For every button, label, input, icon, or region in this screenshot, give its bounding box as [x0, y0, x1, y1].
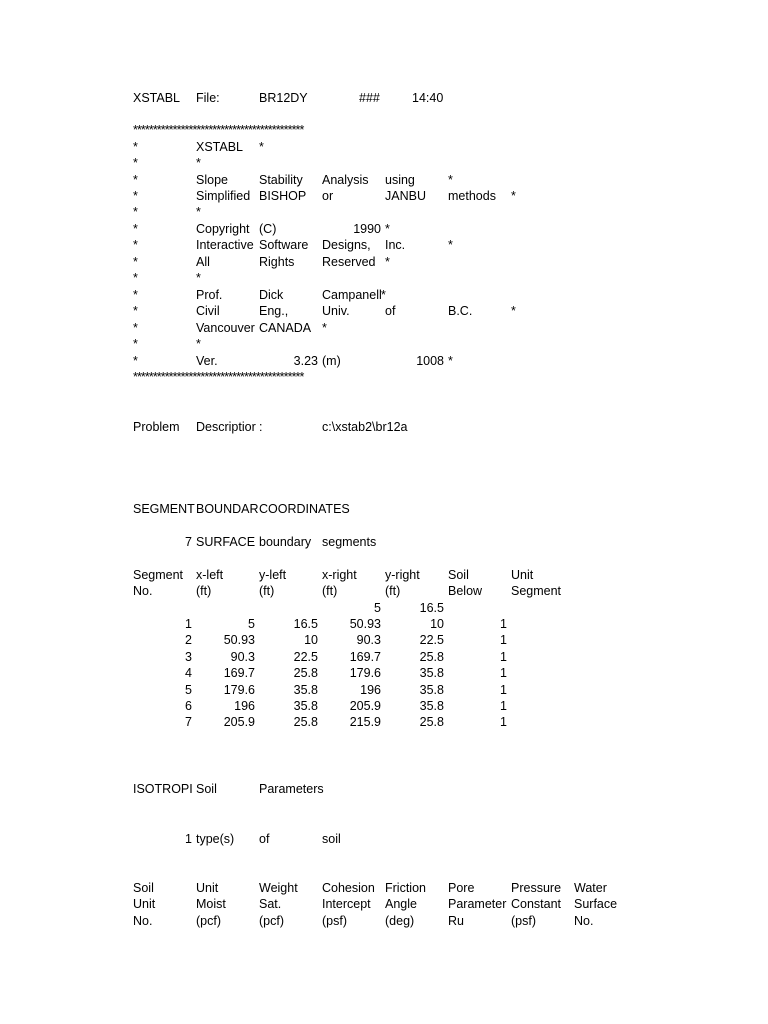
segment-cell: 35.8: [419, 682, 444, 697]
segment-header: No.: [133, 584, 153, 598]
segment-cell: 90.3: [356, 633, 381, 648]
segment-header: Segment: [511, 584, 562, 598]
banner-cell: 1990: [353, 222, 381, 236]
segment-cell: 196: [360, 682, 381, 697]
segment-cell: 205.9: [349, 699, 381, 713]
banner-cell: Univ.: [322, 304, 350, 318]
banner-cell: *: [448, 238, 453, 252]
banner-star: *: [133, 140, 138, 154]
segment-cell: 1: [500, 649, 507, 664]
banner-cell: or: [322, 189, 334, 203]
segments-title-word: SEGMENT: [133, 502, 195, 516]
soil-type-word: soil: [322, 832, 341, 846]
banner-cell: Designs,: [322, 238, 371, 252]
segment-cell: 1: [500, 666, 507, 681]
segment-cell: 25.8: [293, 666, 318, 681]
segment-cell: 35.8: [293, 699, 318, 713]
banner-cell: *: [196, 337, 201, 351]
banner-star: *: [133, 205, 138, 219]
banner-star: *: [133, 288, 138, 302]
banner-cell: CANADA: [259, 321, 312, 335]
banner-cell: Prof.: [196, 288, 223, 302]
banner-cell: Eng.,: [259, 304, 289, 318]
segment-cell: 50.93: [223, 633, 255, 648]
soil-header: Soil: [133, 881, 154, 895]
soil-type-word: of: [259, 832, 270, 846]
banner-cell: Vancouver: [196, 321, 255, 335]
banner-cell: Ver.: [196, 354, 218, 368]
soil-header: Ru: [448, 913, 464, 928]
soil-header: Pore: [448, 881, 475, 895]
banner-cell: Interactive: [196, 238, 254, 252]
surface-word: segments: [322, 535, 377, 549]
banner-cell: (C): [259, 222, 277, 236]
segment-cell: 169.7: [223, 666, 255, 681]
segment-cell: 1: [500, 682, 507, 697]
soil-header: (pcf): [259, 913, 284, 928]
segment-header: y-left: [259, 568, 287, 582]
segment-cell: 25.8: [419, 715, 444, 730]
soil-header: Water: [574, 881, 607, 895]
soil-title-word: ISOTROPI: [133, 782, 193, 796]
soil-header: (psf): [511, 913, 536, 928]
segment-header: (ft): [322, 584, 338, 598]
segment-cell: 22.5: [293, 649, 318, 664]
soil-header: Friction: [385, 881, 426, 895]
soil-header: Pressure: [511, 881, 562, 895]
soil-title-word: Soil: [196, 782, 217, 796]
soil-header: Intercept: [322, 897, 371, 912]
segment-number: 7: [185, 715, 192, 730]
program-name: XSTABL: [133, 91, 181, 105]
segment-stray-value: 5: [374, 601, 381, 615]
banner-cell: *: [322, 321, 327, 335]
banner-cell: *: [381, 288, 386, 302]
banner-border-bottom: *******************************************: [133, 370, 304, 384]
banner-star: *: [133, 156, 138, 170]
soil-header: (psf): [322, 913, 347, 928]
segment-stray-value: 16.5: [419, 601, 444, 615]
segment-cell: 179.6: [349, 666, 381, 681]
banner-cell: *: [448, 173, 453, 187]
banner-cell: using: [385, 173, 415, 187]
banner-cell: Dick: [259, 288, 284, 302]
segment-header: x-right: [322, 568, 357, 582]
soil-header: Angle: [385, 897, 417, 912]
banner-cell: Copyright: [196, 222, 250, 236]
segment-header: Unit: [511, 568, 534, 582]
banner-cell: Analysis: [322, 173, 369, 187]
banner-cell: *: [196, 156, 201, 170]
segment-header: Below: [448, 584, 483, 598]
banner-star: *: [133, 238, 138, 252]
banner-star: *: [133, 255, 138, 269]
soil-header: No.: [574, 913, 594, 928]
segment-header: y-right: [385, 568, 420, 582]
segment-cell: 25.8: [293, 715, 318, 730]
soil-header: Unit: [196, 881, 219, 895]
banner-star: *: [133, 173, 138, 187]
segment-cell: 35.8: [419, 666, 444, 681]
banner-cell: *: [385, 222, 390, 236]
soil-type-count: 1: [185, 832, 192, 846]
segment-cell: 22.5: [419, 633, 444, 648]
segment-cell: 90.3: [230, 649, 255, 664]
soil-header: (pcf): [196, 913, 221, 928]
banner-star: *: [133, 337, 138, 351]
banner-cell: Stability: [259, 173, 303, 187]
time: 14:40: [412, 91, 444, 105]
segment-cell: 16.5: [293, 617, 318, 631]
soil-header: Unit: [133, 897, 156, 912]
problem-label: Problem: [133, 420, 180, 434]
description-colon: :: [259, 420, 263, 434]
banner-cell: Software: [259, 238, 309, 252]
banner-cell: of: [385, 304, 396, 318]
segment-number: 4: [185, 666, 192, 681]
segment-cell: 205.9: [223, 715, 255, 730]
segment-number: 5: [185, 682, 192, 697]
banner-cell: Rights: [259, 255, 295, 269]
surface-count: 7: [185, 535, 192, 549]
banner-cell: Inc.: [385, 238, 406, 252]
segment-cell: 1: [500, 617, 507, 631]
segment-number: 1: [185, 617, 192, 631]
banner-cell: 1008: [416, 354, 444, 368]
segment-number: 6: [185, 699, 192, 713]
surface-word: SURFACE: [196, 535, 256, 549]
segment-cell: 35.8: [293, 682, 318, 697]
banner-cell: *: [196, 271, 201, 285]
banner-cell: All: [196, 255, 210, 269]
banner-cell: *: [196, 205, 201, 219]
soil-header: Weight: [259, 881, 298, 895]
segment-number: 2: [185, 633, 192, 648]
segment-cell: 10: [304, 633, 318, 648]
file-name: BR12DY: [259, 91, 308, 105]
segment-header: Segment: [133, 568, 184, 582]
banner-cell: BISHOP: [259, 189, 307, 203]
soil-header: Sat.: [259, 897, 282, 912]
banner-star: *: [133, 304, 138, 318]
segment-cell: 1: [500, 715, 507, 730]
soil-header: No.: [133, 913, 153, 928]
banner-cell: methods: [448, 189, 496, 203]
segment-cell: 215.9: [349, 715, 381, 730]
soil-header: (deg): [385, 913, 415, 928]
banner-cell: *: [511, 304, 516, 318]
segment-header: Soil: [448, 568, 469, 582]
banner-cell: 3.23: [293, 354, 318, 368]
file-label: File:: [196, 91, 220, 105]
soil-header: Cohesion: [322, 881, 375, 895]
banner-cell: B.C.: [448, 304, 473, 318]
banner-cell: Simplified: [196, 189, 251, 203]
banner-cell: JANBU: [385, 189, 426, 203]
segment-cell: 179.6: [223, 682, 255, 697]
soil-header: Constant: [511, 897, 562, 912]
banner-cell: XSTABL: [196, 140, 244, 154]
marker: ###: [359, 91, 380, 105]
segments-title-word: BOUNDAR: [196, 502, 259, 516]
banner-cell: Reserved: [322, 255, 376, 269]
segment-cell: 50.93: [349, 617, 381, 631]
segment-cell: 1: [500, 699, 507, 713]
soil-title-word: Parameters: [259, 782, 324, 796]
banner-cell: *: [448, 354, 453, 368]
segment-cell: 169.7: [349, 649, 381, 664]
banner-star: *: [133, 271, 138, 285]
banner-cell: (m): [322, 354, 341, 368]
segment-cell: 35.8: [419, 699, 444, 713]
banner-star: *: [133, 354, 138, 368]
problem-path: c:\xstab2\br12a: [322, 420, 408, 434]
segment-number: 3: [185, 649, 192, 664]
segments-title-word: COORDINATES: [259, 502, 350, 516]
segment-cell: 196: [234, 699, 255, 713]
banner-star: *: [133, 222, 138, 236]
segment-cell: 25.8: [419, 649, 444, 664]
segment-header: (ft): [259, 584, 275, 598]
segment-cell: 1: [500, 633, 507, 648]
soil-header: Parameter: [448, 897, 507, 912]
segment-cell: 10: [430, 617, 444, 631]
banner-cell: Campanell: [322, 288, 382, 302]
soil-header: Surface: [574, 897, 618, 912]
banner-cell: *: [385, 255, 390, 269]
soil-type-word: type(s): [196, 832, 235, 846]
banner-star: *: [133, 321, 138, 335]
soil-header: Moist: [196, 897, 226, 912]
segment-header: x-left: [196, 568, 224, 582]
segment-header: (ft): [196, 584, 212, 598]
banner-cell: Civil: [196, 304, 220, 318]
banner-cell: *: [259, 140, 264, 154]
banner-cell: *: [511, 189, 516, 203]
segment-header: (ft): [385, 584, 401, 598]
surface-word: boundary: [259, 535, 312, 549]
description-label: Descriptior: [196, 420, 256, 434]
segment-cell: 5: [248, 617, 255, 631]
banner-cell: Slope: [196, 173, 228, 187]
banner-border-top: *******************************************: [133, 123, 304, 137]
banner-star: *: [133, 189, 138, 203]
